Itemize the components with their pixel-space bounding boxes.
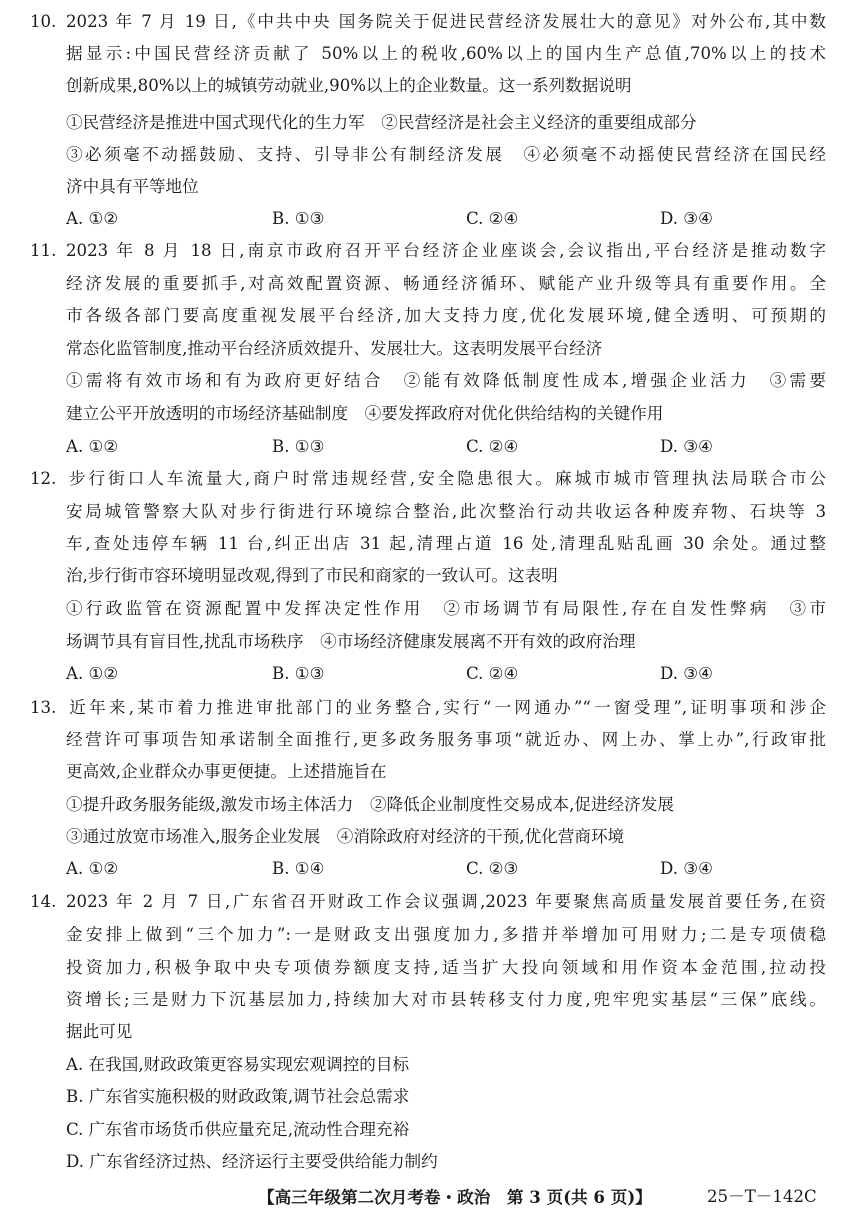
option-a[interactable]: A. 在我国,财政政策更容易实现宏观调控的目标 xyxy=(66,1055,410,1074)
option-b[interactable]: B. ①④ xyxy=(272,859,325,878)
paper-code: 25－T－142C xyxy=(707,1187,817,1206)
question-stem-line: 治,步行街市容环境明显改观,得到了市民和商家的一致认可。这表明 xyxy=(66,566,558,585)
question-stem-line: 常态化监管制度,推动平台经济质效提升、发展壮大。这表明发展平台经济 xyxy=(66,339,603,358)
option-d[interactable]: D. 广东省经济过热、经济运行主要受供给能力制约 xyxy=(66,1152,438,1171)
option-d[interactable]: D. ③④ xyxy=(660,437,714,456)
option-a[interactable]: A. ①② xyxy=(66,664,119,683)
question-stem-line: 市各级各部门要高度重视发展平台经济,加大支持力度,优化发展环境,健全透明、可预期的 xyxy=(66,306,826,325)
answer-options xyxy=(66,437,826,457)
question-stem-line: 12. 步行街口人车流量大,商户时常违规经营,安全隐患很大。麻城市城市管理执法局联合市公 xyxy=(30,469,826,488)
option-c[interactable]: C. ②④ xyxy=(466,664,519,683)
question-stem-line: 投资加力,积极争取中央专项债券额度支持,适当扩大投向领域和用作资本金范围,拉动投 xyxy=(66,958,826,977)
question-number: 12. xyxy=(30,469,57,488)
answer-options xyxy=(66,209,826,229)
statement-line: ③必须毫不动摇鼓励、支持、引导非公有制经济发展 ④必须毫不动摇使民营经济在国民经 xyxy=(66,145,826,164)
question-number: 14. xyxy=(30,892,57,911)
question-number: 11. xyxy=(30,241,57,260)
question-stem-line: 资增长;三是财力下沉基层加力,持续加大对市县转移支付力度,兜牢兜实基层“三保”底线。 xyxy=(66,990,826,1009)
question-stem-line: 更高效,企业群众办事更便捷。上述措施旨在 xyxy=(66,762,387,781)
option-a[interactable]: A. ①② xyxy=(66,859,119,878)
question-stem-line: 14. 2023 年 2 月 7 日,广东省召开财政工作会议强调,2023 年要聚焦高质量发展首要任务,在资 xyxy=(30,892,826,911)
question-stem-line: 经济发展的重要抓手,对高效配置资源、畅通经济循环、赋能产业升级等具有重要作用。全 xyxy=(66,274,826,293)
option-d[interactable]: D. ③④ xyxy=(660,664,714,683)
question-stem-line: 车,查处违停车辆 11 台,纠正出店 31 起,清理占道 16 处,清理乱贴乱画 30 余处。通过整 xyxy=(66,534,826,553)
option-a[interactable]: A. ①② xyxy=(66,437,119,456)
question-stem-line: 据显示:中国民营经济贡献了 50%以上的税收,60%以上的国内生产总值,70%以上的技术 xyxy=(66,44,826,63)
question-stem-line: 经营许可事项告知承诺制全面推行,更多政务服务事项“就近办、网上办、掌上办”,行政审批 xyxy=(66,730,826,749)
question-stem-line: 创新成果,80%以上的城镇劳动就业,90%以上的企业数量。这一系列数据说明 xyxy=(66,76,632,95)
question-stem-line: 11. 2023 年 8 月 18 日,南京市政府召开平台经济企业座谈会,会议指出,平台经济是推动数字 xyxy=(30,241,826,260)
option-c[interactable]: C. ②④ xyxy=(466,209,519,228)
statement-line: ①行政监管在资源配置中发挥决定性作用 ②市场调节有局限性,存在自发性弊病 ③市 xyxy=(66,599,826,618)
option-a[interactable]: A. ①② xyxy=(66,209,119,228)
question-stem-line: 10. 2023 年 7 月 19 日,《中共中央 国务院关于促进民营经济发展壮大的意见》对外公布,其中数 xyxy=(30,12,826,31)
option-c[interactable]: C. 广东省市场货币供应量充足,流动性合理充裕 xyxy=(66,1120,410,1139)
statement-line: ①民营经济是推进中国式现代化的生力军 ②民营经济是社会主义经济的重要组成部分 xyxy=(66,113,697,132)
answer-options xyxy=(66,859,826,879)
option-b[interactable]: B. ①③ xyxy=(272,664,325,683)
option-c[interactable]: C. ②④ xyxy=(466,437,519,456)
question-number: 13. xyxy=(30,698,57,717)
statement-line: ①提升政务服务能级,激发市场主体活力 ②降低企业制度性交易成本,促进经济发展 xyxy=(66,795,674,814)
option-b[interactable]: B. ①③ xyxy=(272,209,325,228)
option-d[interactable]: D. ③④ xyxy=(660,859,714,878)
question-stem-line: 金安排上做到“三个加力”:一是财政支出强度加力,多措并举增加可用财力;二是专项债稳 xyxy=(66,925,826,944)
page-footer xyxy=(0,1185,860,1209)
answer-options xyxy=(66,664,826,684)
statement-line: 场调节具有盲目性,扰乱市场秩序 ④市场经济健康发展离不开有效的政府治理 xyxy=(66,632,636,651)
question-stem-line: 据此可见 xyxy=(66,1022,133,1041)
statement-line: 济中具有平等地位 xyxy=(66,177,199,196)
question-number: 10. xyxy=(30,12,57,31)
option-b[interactable]: B. 广东省实施积极的财政政策,调节社会总需求 xyxy=(66,1087,410,1106)
statement-line: ①需将有效市场和有为政府更好结合 ②能有效降低制度性成本,增强企业活力 ③需要 xyxy=(66,371,826,390)
statement-line: ③通过放宽市场准入,服务企业发展 ④消除政府对经济的干预,优化营商环境 xyxy=(66,827,625,846)
statement-line: 建立公平开放透明的市场经济基础制度 ④要发挥政府对优化供给结构的关键作用 xyxy=(66,404,664,423)
option-b[interactable]: B. ①③ xyxy=(272,437,325,456)
question-stem-line: 13. 近年来,某市着力推进审批部门的业务整合,实行“一网通办”“一窗受理”,证明事项和涉企 xyxy=(30,698,826,717)
footer-title: 【高三年级第二次月考卷・政治 第 3 页(共 6 页)】 xyxy=(258,1187,652,1207)
option-c[interactable]: C. ②③ xyxy=(466,859,519,878)
option-d[interactable]: D. ③④ xyxy=(660,209,714,228)
question-stem-line: 安局城管警察大队对步行街进行环境综合整治,此次整治行动共收运各种废弃物、石块等 3 xyxy=(66,502,826,521)
